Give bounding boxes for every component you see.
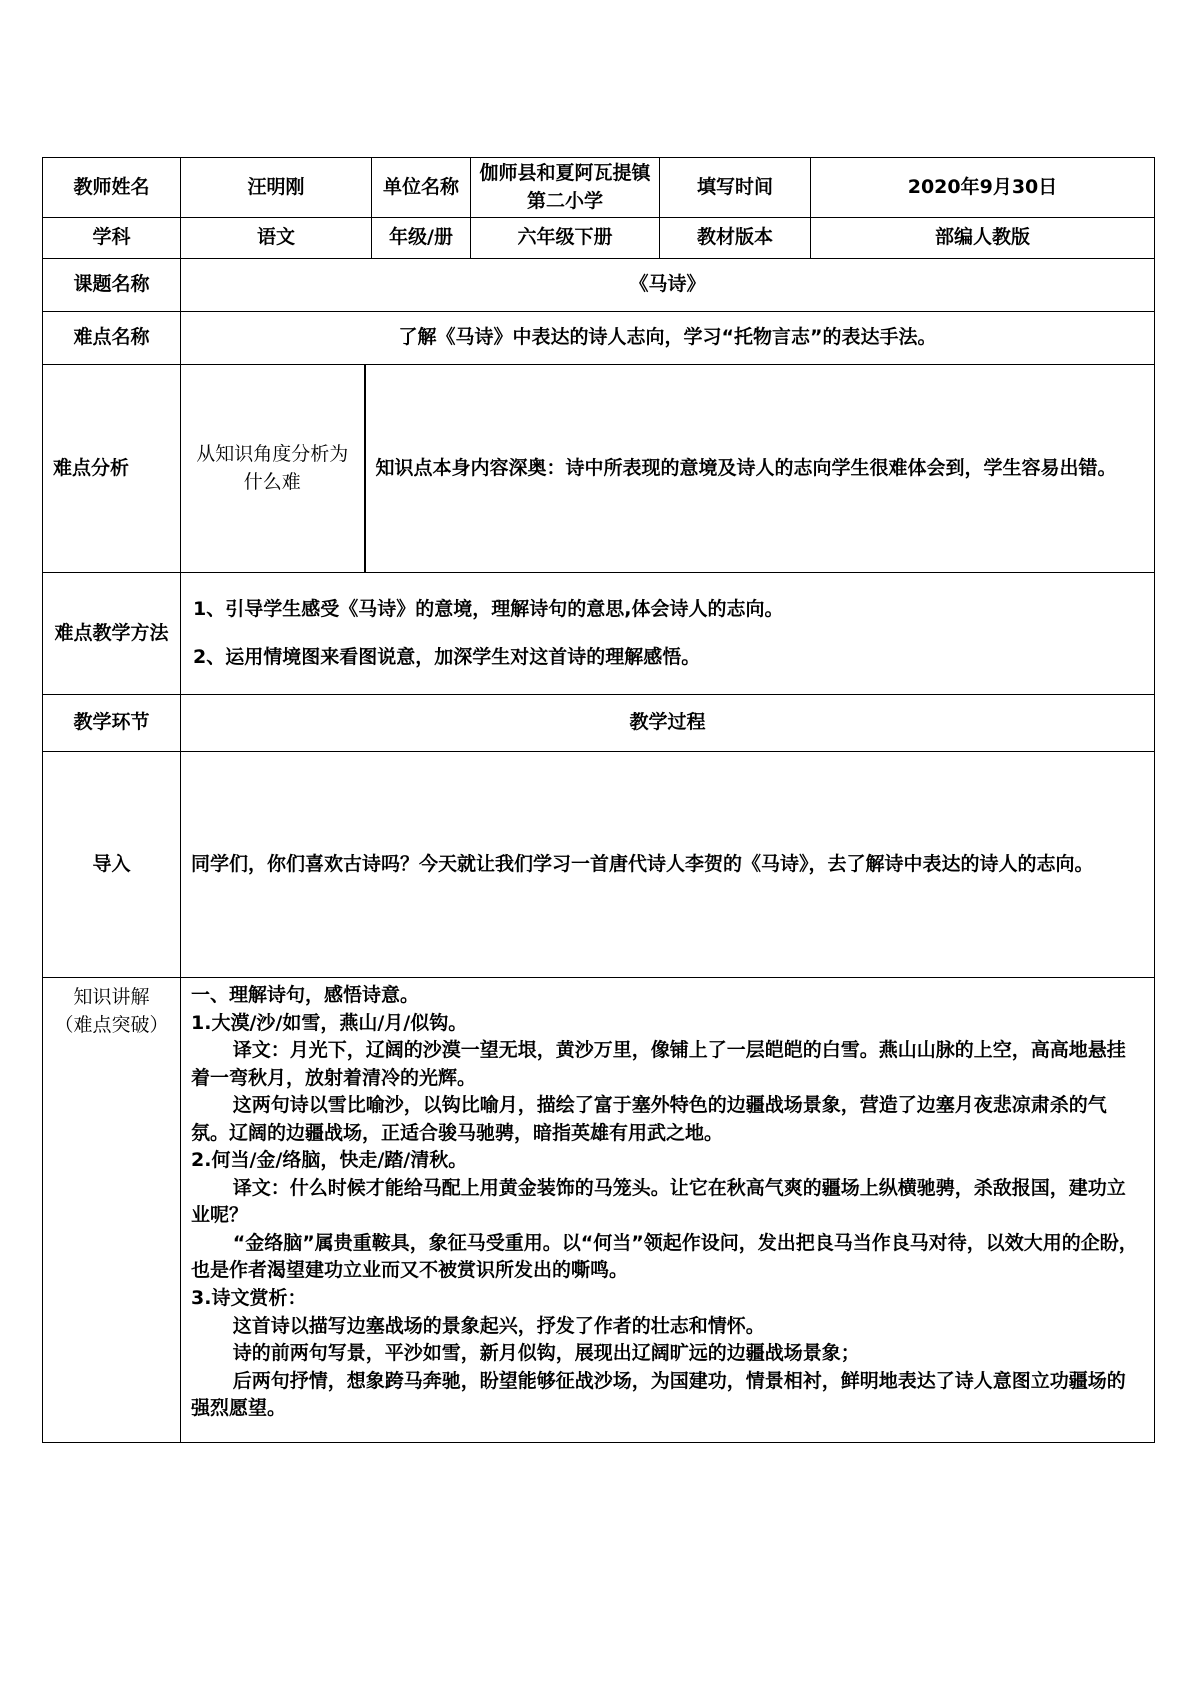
- process-header-row: [43, 695, 1155, 752]
- unit-name-label: 单位名称: [372, 158, 471, 218]
- intro-row: [43, 752, 1155, 978]
- grade-value: 六年级下册: [471, 218, 660, 259]
- method-list: [181, 573, 1155, 695]
- knowledge-label-line2: （难点突破）: [54, 1013, 169, 1036]
- knowledge-line: 诗的前两句写景，平沙如雪，新月似钩，展现出辽阔旷远的边疆战场景象；: [232, 1342, 860, 1365]
- subject-label: 学科: [43, 218, 181, 259]
- knowledge-line: 这两句诗以雪比喻沙，以钩比喻月，描绘了富于塞外特色的边疆战场景象，营造了边塞月夜悲凉肃杀的气氛。辽阔的边疆战场，正适合骏马驰骋，暗指英雄有用武之地。: [191, 1094, 1107, 1144]
- unit-name-value: 伽师县和夏阿瓦提镇第二小学: [471, 158, 660, 218]
- process-header-value: 教学过程: [181, 695, 1155, 752]
- knowledge-line: 一、理解诗句，感悟诗意。: [191, 984, 420, 1006]
- analysis-label: 难点分析: [43, 365, 181, 573]
- analysis-sub-label: 从知识角度分析为什么难: [181, 365, 365, 573]
- method-item-1: 1、引导学生感受《马诗》的意境，理解诗句的意思,体会诗人的志向。: [193, 597, 784, 620]
- difficulty-value: 了解《马诗》中表达的诗人志向，学习“托物言志”的表达手法。: [181, 312, 1155, 365]
- knowledge-line: 1.大漠/沙/如雪，燕山/月/似钩。: [191, 1011, 468, 1034]
- knowledge-line: 后两句抒情，想象跨马奔驰，盼望能够征战沙场，为国建功，情景相衬，鲜明地表达了诗人意图立功疆场的强烈愿望。: [191, 1369, 1126, 1420]
- knowledge-line: 译文：月光下，辽阔的沙漠一望无垠，黄沙万里，像铺上了一层皑皑的白雪。燕山山脉的上空，高高地悬挂着一弯秋月，放射着清冷的光辉。: [191, 1039, 1126, 1089]
- process-stage-label: 教学环节: [43, 695, 181, 752]
- knowledge-label: [43, 978, 181, 1443]
- edition-label: 教材版本: [660, 218, 811, 259]
- method-row: [43, 573, 1155, 695]
- intro-label: 导入: [43, 752, 181, 978]
- knowledge-row: [43, 978, 1155, 1443]
- difficulty-label: 难点名称: [43, 312, 181, 365]
- knowledge-line: 2.何当/金/络脑，快走/踏/清秋。: [191, 1149, 468, 1172]
- grade-label: 年级/册: [372, 218, 471, 259]
- teacher-name-label: 教师姓名: [43, 158, 181, 218]
- knowledge-line: 3.诗文赏析：: [191, 1287, 307, 1310]
- intro-value: 同学们，你们喜欢古诗吗？今天就让我们学习一首唐代诗人李贺的《马诗》，去了解诗中表达的诗人的志向。: [181, 752, 1155, 978]
- subject-value: 语文: [181, 218, 372, 259]
- knowledge-content: [181, 978, 1155, 1443]
- analysis-row: [43, 365, 1155, 573]
- fill-date-value: 2020年9月30日: [811, 158, 1155, 218]
- analysis-value: 知识点本身内容深奥：诗中所表现的意境及诗人的志向学生很难体会到，学生容易出错。: [365, 365, 1155, 573]
- knowledge-line: “金络脑”属贵重鞍具，象征马受重用。以“何当”领起作设问，发出把良马当作良马对待，以效大用的企盼，也是作者渴望建功立业而又不被赏识所发出的嘶鸣。: [191, 1231, 1138, 1282]
- knowledge-line: 这首诗以描写边塞战场的景象起兴，抒发了作者的壮志和情怀。: [232, 1314, 765, 1337]
- fill-date-label: 填写时间: [660, 158, 811, 218]
- topic-value: 《马诗》: [181, 259, 1155, 312]
- topic-label: 课题名称: [43, 259, 181, 312]
- header-row-2: [43, 218, 1155, 259]
- topic-row: [43, 259, 1155, 312]
- difficulty-row: [43, 312, 1155, 365]
- teacher-name-value: 汪明刚: [181, 158, 372, 218]
- knowledge-line: 译文：什么时候才能给马配上用黄金装饰的马笼头。让它在秋高气爽的疆场上纵横驰骋，杀敌报国，建功立业呢？: [191, 1176, 1126, 1227]
- lesson-plan-table: [42, 157, 1155, 1443]
- header-row-1: [43, 158, 1155, 218]
- method-item-2: 2、运用情境图来看图说意，加深学生对这首诗的理解感悟。: [193, 645, 701, 668]
- method-label: 难点教学方法: [43, 573, 181, 695]
- knowledge-label-line1: 知识讲解: [73, 986, 150, 1008]
- edition-value: 部编人教版: [811, 218, 1155, 259]
